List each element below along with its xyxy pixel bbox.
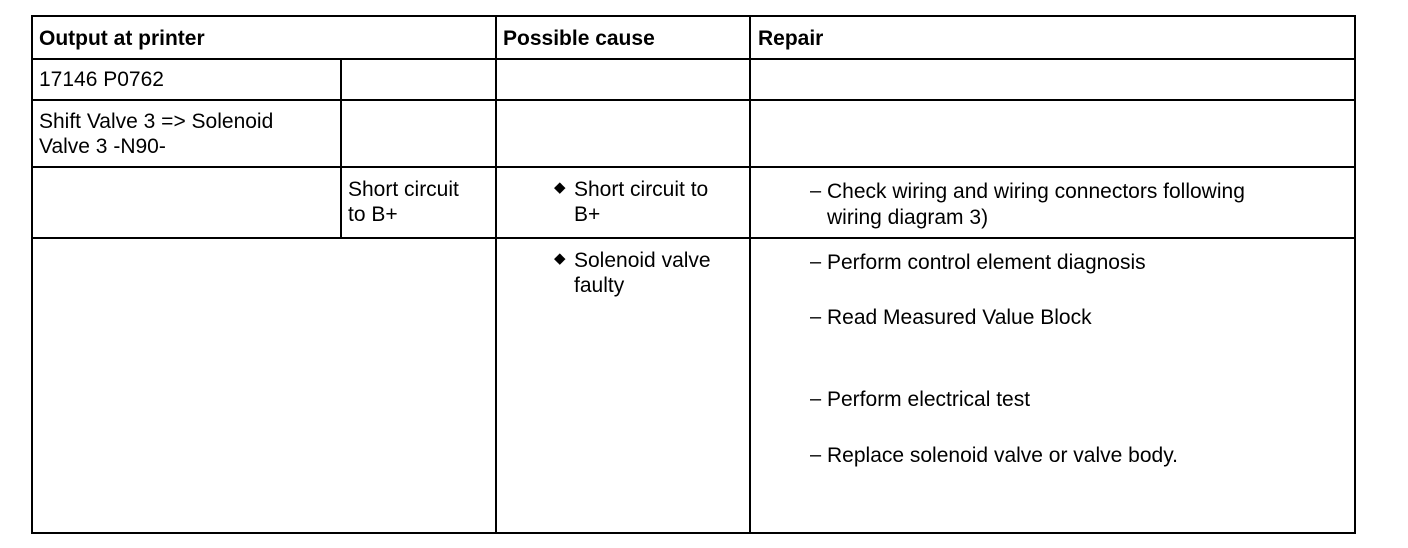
header-output-at-printer: Output at printer bbox=[39, 27, 205, 50]
row-divider bbox=[33, 166, 1354, 168]
cause-2-line2: faulty bbox=[574, 274, 625, 297]
fault-type-line1: Short circuit bbox=[348, 178, 459, 201]
row-divider bbox=[33, 58, 1354, 60]
dash-icon: – bbox=[810, 251, 822, 273]
repair-1-line1: Check wiring and wiring connectors following bbox=[827, 180, 1245, 203]
column-divider bbox=[340, 58, 342, 239]
fault-code: 17146 P0762 bbox=[39, 68, 164, 91]
repair-2-item-4: Replace solenoid valve or valve body. bbox=[827, 444, 1178, 467]
diagnosis-table bbox=[31, 15, 1356, 534]
bullet-icon: ◆ bbox=[554, 179, 566, 196]
repair-2-item-2: Read Measured Value Block bbox=[827, 306, 1092, 329]
dash-icon: – bbox=[810, 180, 822, 202]
cause-2-line1: Solenoid valve bbox=[574, 249, 711, 272]
dash-icon: – bbox=[810, 306, 822, 328]
repair-2-item-3: Perform electrical test bbox=[827, 388, 1031, 411]
cause-1-line1: Short circuit to bbox=[574, 178, 709, 201]
fault-description-line1: Shift Valve 3 => Solenoid bbox=[39, 110, 274, 133]
header-possible-cause: Possible cause bbox=[503, 27, 655, 50]
header-repair: Repair bbox=[758, 27, 824, 50]
repair-2-item-1: Perform control element diagnosis bbox=[827, 251, 1146, 274]
dash-icon: – bbox=[810, 444, 822, 466]
fault-type-line2: to B+ bbox=[348, 203, 398, 226]
dash-icon: – bbox=[810, 388, 822, 410]
row-divider bbox=[33, 99, 1354, 101]
fault-description-line2: Valve 3 -N90- bbox=[39, 135, 166, 158]
row-divider bbox=[33, 237, 1354, 239]
repair-1-line2: wiring diagram 3) bbox=[827, 206, 989, 229]
column-divider bbox=[749, 17, 751, 532]
column-divider bbox=[495, 17, 497, 532]
cause-1-line2: B+ bbox=[574, 203, 601, 226]
bullet-icon: ◆ bbox=[554, 250, 566, 267]
